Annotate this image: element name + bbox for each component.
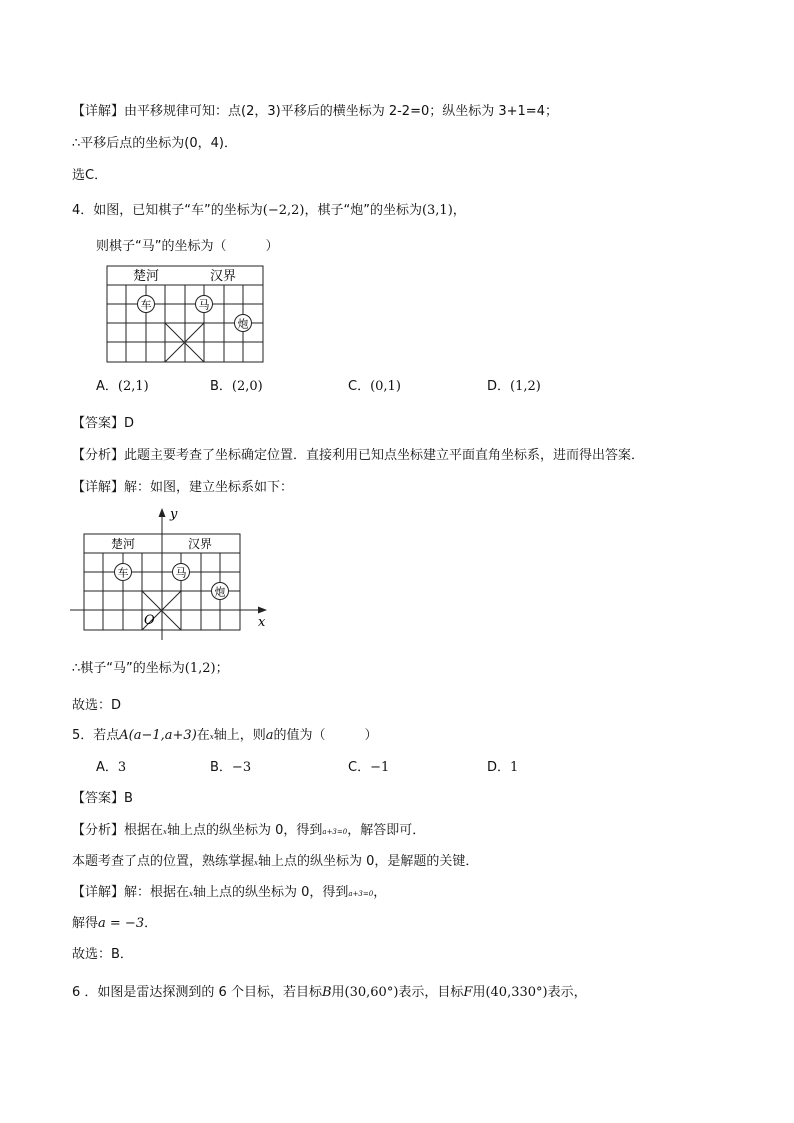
y-axis-label: y bbox=[170, 507, 178, 522]
detail-tag: 【详解】 bbox=[72, 104, 125, 119]
chess-piece-che-label: 车 bbox=[140, 298, 152, 312]
chess-piece-ma-2-label: 马 bbox=[175, 566, 187, 580]
x-axis-label: x bbox=[258, 615, 266, 630]
chess-piece-ma-label: 马 bbox=[198, 298, 210, 312]
q5-answer: 【答案】B bbox=[72, 791, 133, 806]
coord-che: (−2,2) bbox=[262, 203, 305, 218]
question-4-stem: 4．如图，已知棋子“车”的坐标为(−2,2)，棋子“炮”的坐标为(3,1)， bbox=[72, 203, 466, 218]
question-4-stem-2: 则棋子“马”的坐标为（ ） bbox=[96, 239, 279, 254]
q4-analysis: 【分析】此题主要考查了坐标确定位置．直接利用已知点坐标建立平面直角坐标系，进而得出答案． bbox=[72, 448, 645, 463]
q5-option-d: D．1 bbox=[487, 760, 519, 775]
river-label-right: 汉界 bbox=[209, 269, 237, 284]
coord-pao: (3,1) bbox=[421, 203, 453, 218]
q5-option-c: C．−1 bbox=[348, 760, 390, 775]
question-6-stem: 6 ．如图是雷达探测到的 6 个目标，若目标B用(30,60°)表示，目标F用(40,330°)表示， bbox=[72, 985, 587, 1000]
river-label-left-2: 楚河 bbox=[110, 537, 136, 551]
question-5-stem: 5．若点A(a−1,a+3)在x轴上，则a的值为（ ） bbox=[72, 728, 378, 743]
q5-option-a: A．3 bbox=[96, 760, 127, 775]
chess-board-figure bbox=[104, 263, 266, 365]
river-label-left: 楚河 bbox=[132, 269, 160, 284]
choice-line-q3: 选C． bbox=[72, 168, 108, 183]
q5-detail: 【详解】解：根据在x轴上点的纵坐标为 0，得到a+3=0， bbox=[72, 885, 387, 900]
q4-final: 故选：D bbox=[72, 698, 122, 713]
origin-label: O bbox=[144, 613, 155, 628]
chess-piece-pao-2-label: 炮 bbox=[214, 585, 226, 599]
q4-answer: 【答案】D bbox=[72, 416, 135, 431]
q4-option-c: C．(0,1) bbox=[348, 379, 401, 394]
q5-final: 故选：B． bbox=[72, 947, 133, 962]
q4-option-d: D．(1,2) bbox=[487, 379, 541, 394]
q5-analysis: 【分析】根据在x轴上点的纵坐标为 0，得到a+3=0，解答即可． bbox=[72, 823, 426, 838]
q5-solve: 解得a = −3． bbox=[72, 916, 158, 931]
q5-option-b: B．−3 bbox=[210, 760, 252, 775]
chess-piece-che-2-label: 车 bbox=[117, 566, 129, 580]
chess-piece-pao-label: 炮 bbox=[237, 317, 249, 331]
q4-detail: 【详解】解：如图，建立坐标系如下： bbox=[72, 480, 294, 495]
q4-option-b: B．(2,0) bbox=[210, 379, 263, 394]
river-label-right-2: 汉界 bbox=[187, 537, 213, 551]
q5-analysis-2: 本题考查了点的位置，熟练掌握x轴上点的纵坐标为 0，是解题的关键． bbox=[72, 854, 479, 869]
point-a-expr: A(a−1,a+3) bbox=[119, 728, 197, 743]
q4-option-a: A．(2,1) bbox=[96, 379, 149, 394]
detail-line-q3: 【详解】由平移规律可知：点(2，3)平移后的横坐标为 2-2=0；纵坐标为 3+1=4； bbox=[72, 104, 558, 119]
q4-conclusion: ∴棋子“马”的坐标为(1,2)； bbox=[72, 661, 229, 676]
coordinate-board-figure bbox=[70, 504, 270, 644]
conclusion-line-q3: ∴平移后点的坐标为(0，4)． bbox=[72, 136, 237, 151]
